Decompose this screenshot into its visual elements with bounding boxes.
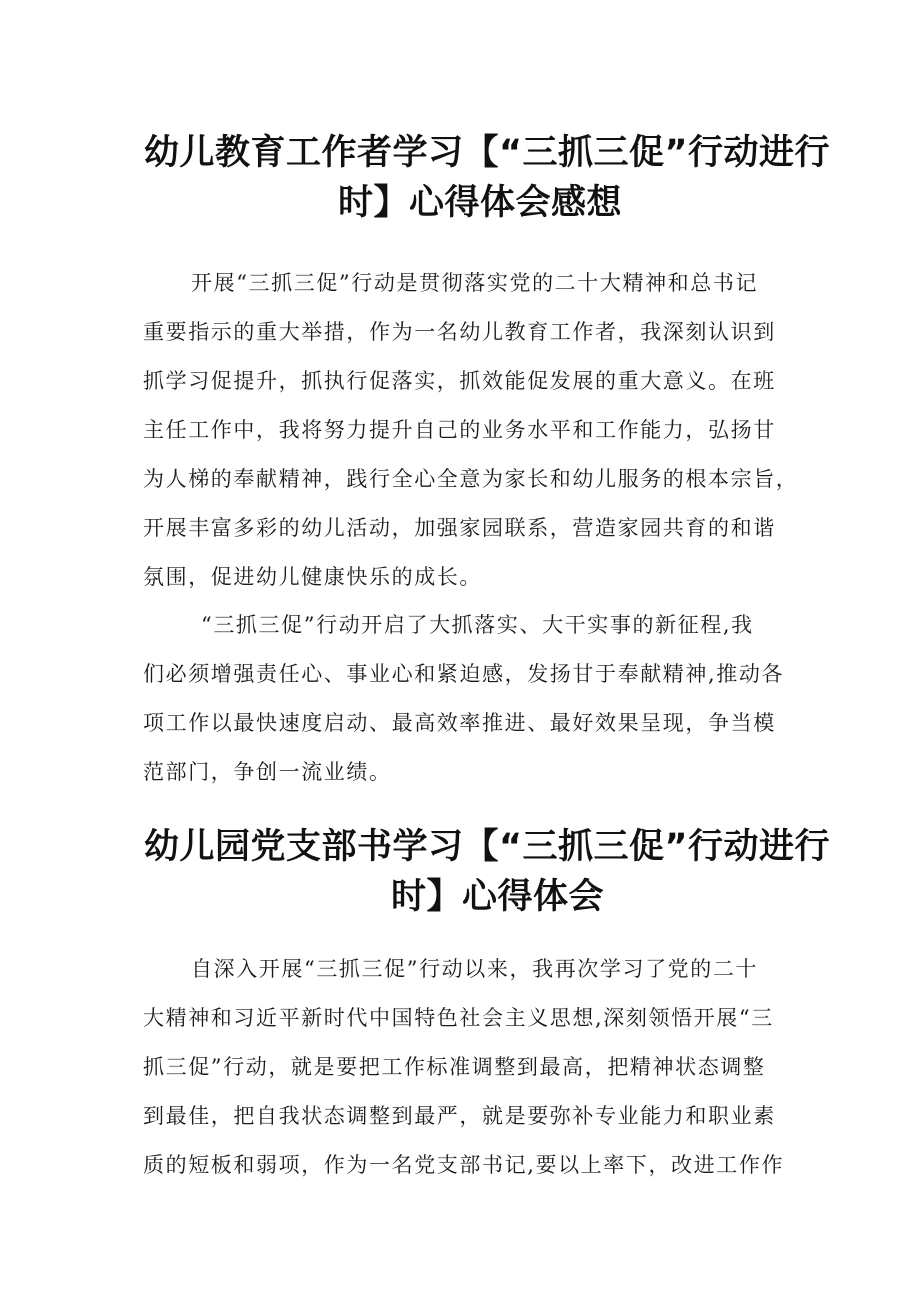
paragraph-line: “三抓三促”行动开启了大抓落实、大干实事的新征程,我 bbox=[201, 613, 754, 637]
article1-title bbox=[130, 128, 831, 228]
paragraph-line: 主任工作中，我将努力提升自己的业务水平和工作能力，弘扬甘 bbox=[143, 418, 776, 442]
paragraph-line: 抓三促”行动，就是要把工作标准调整到最高，把精神状态调整 bbox=[143, 1055, 766, 1079]
article2-title bbox=[130, 822, 831, 922]
article2-paragraph1 bbox=[143, 945, 803, 1190]
paragraph-line: 质的短板和弱项，作为一名党支部书记,要以上率下，改进工作作 bbox=[143, 1153, 785, 1177]
paragraph-line: 到最佳，把自我状态调整到最严，就是要弥补专业能力和职业素 bbox=[143, 1104, 776, 1128]
paragraph-line: 为人梯的奉献精神，践行全心全意为家长和幼儿服务的根本宗旨， bbox=[143, 467, 799, 491]
paragraph-line: 范部门，争创一流业绩。 bbox=[143, 760, 392, 784]
paragraph-line: 项工作以最快速度启动、最高效率推进、最好效果呈现，争当模 bbox=[143, 711, 776, 735]
article1-title-line: 幼儿教育工作者学习【“三抓三促”行动进行 bbox=[144, 133, 831, 173]
paragraph-line: 重要指示的重大举措，作为一名幼儿教育工作者，我深刻认识到 bbox=[143, 320, 776, 344]
paragraph-line: 们必须增强责任心、事业心和紧迫感，发扬甘于奉献精神,推动各 bbox=[143, 662, 785, 686]
paragraph-line: 开展“三抓三促”行动是贯彻落实党的二十大精神和总书记 bbox=[191, 271, 759, 295]
paragraph-line: 抓学习促提升，抓执行促落实，抓效能促发展的重大意义。在班 bbox=[143, 369, 776, 393]
paragraph-line: 开展丰富多彩的幼儿活动，加强家园联系，营造家园共育的和谐 bbox=[143, 516, 776, 540]
paragraph-line: 大精神和习近平新时代中国特色社会主义思想,深刻领悟开展“三 bbox=[143, 1006, 774, 1030]
article1-paragraph1 bbox=[143, 259, 803, 602]
paragraph-line: 自深入开展“三抓三促”行动以来，我再次学习了党的二十 bbox=[191, 957, 759, 981]
article2-title-line: 幼儿园党支部书学习【“三抓三促”行动进行 bbox=[144, 827, 831, 867]
article2-title-line: 时】心得体会 bbox=[390, 877, 604, 917]
article1-title-line: 时】心得体会感想 bbox=[337, 183, 622, 223]
paragraph-line: 氛围，促进幼儿健康快乐的成长。 bbox=[143, 565, 482, 589]
article1-paragraph2 bbox=[143, 601, 803, 797]
